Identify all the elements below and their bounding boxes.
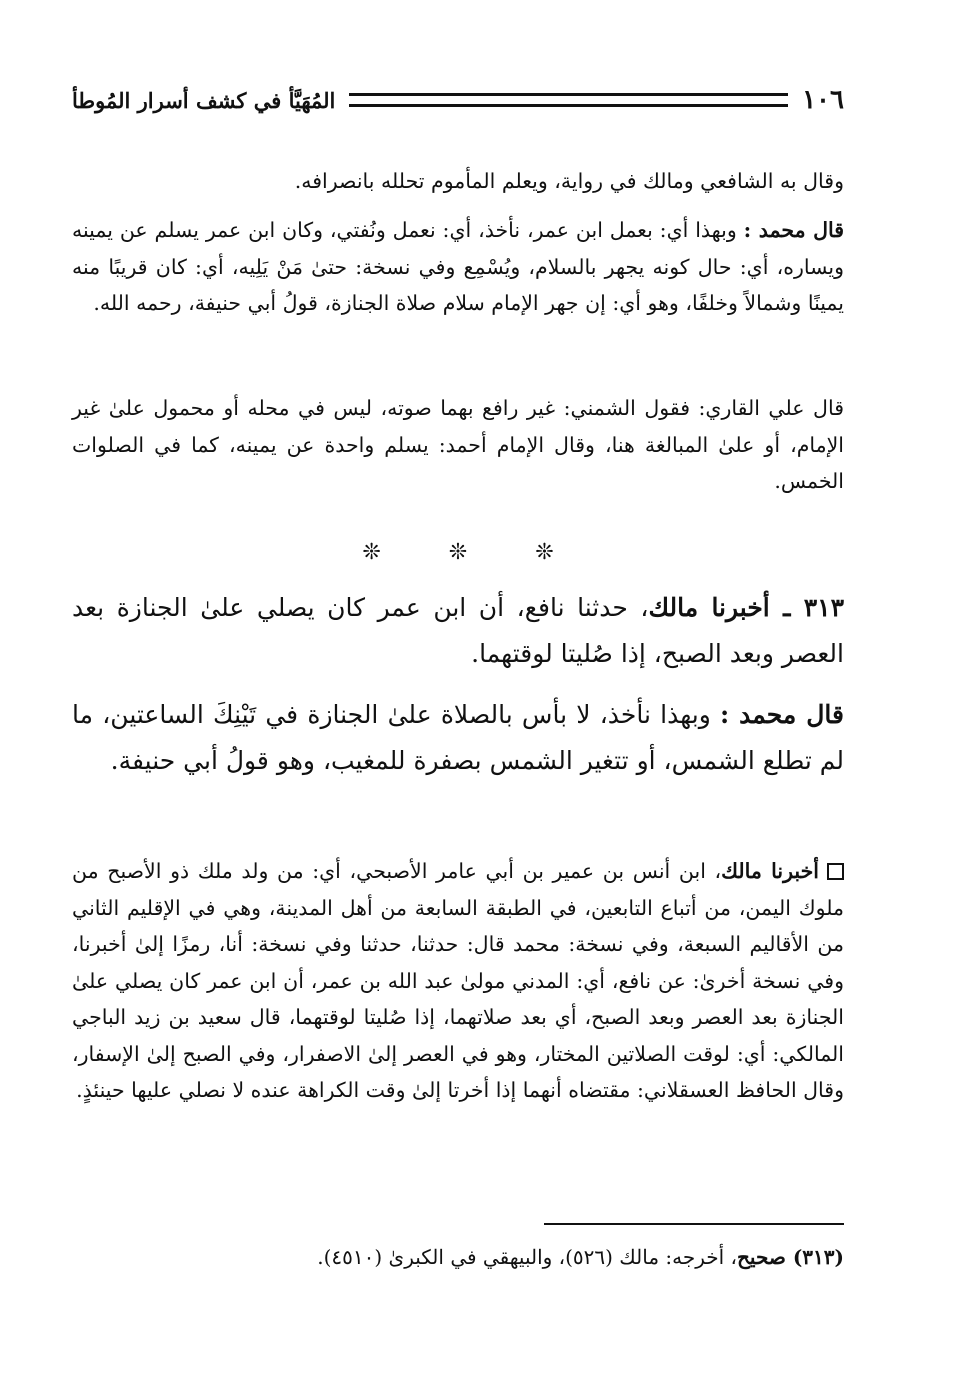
ruling-text: وبهذا نأخذ، لا بأس بالصلاة علىٰ الجنازة في تَيْنِكَ الساعتين، ما لم تطلع الشمس، أو تتغير الشمس بصفرة للمغيب، وهو قولُ أبي حنيفة. [72,700,844,775]
book-title: المُهَيَّأ في كشف أسرار المُوطأ [72,87,336,113]
section-separator [72,540,844,565]
separator-star: ❊ [535,540,554,565]
commentary-text: ، ابن أنس بن عمير بن أبي عامر الأصبحي، أي: من ولد ملك ذو الأصبح من ملوك اليمن، من أتباع التابعين، في الطبقة السابعة من أهل المدينة، وهي في الإقليم الثاني من الأقاليم السبعة، وفي نسخة: محمد قال: حدثنا، حدثنا وفي نسخة: أنا، رمزًا إلىٰ أخبرنا، وفي نسخة أخرىٰ: عن نافع، أي: المدني مولىٰ عبد الله بن عمر، أن ابن عمر كان يصلي علىٰ الجنازة بعد العصر وبعد الصبح، أي بعد صلاتهما، إذا صُليتا لوقتهما، قال سعيد بن زيد الباجي المالكي: أي: لوقت الصلاتين المختار، وهو في العصر إلىٰ الاصفرار، وفي الصبح إلىٰ الإسفار، وقال الحافظ العسقلاني: مقتضاه أنهما إذا أخرتا إلىٰ وقت الكراهة عنده لا نصلي عليها حينئذٍ. [72,859,844,1102]
square-marker-icon [827,863,844,880]
paragraph-1: وقال به الشافعي ومالك في رواية، ويعلم المأموم تحلله بانصرافه. [294,169,844,193]
footnote-number: (٣١٣) [792,1245,844,1269]
paragraph-2 [72,212,844,322]
paragraph-3: قال علي القاري: فقول الشمني: غير رافع بهما صوته، ليس في محله أو محمول علىٰ غير الإمام، أو علىٰ المبالغة هنا، وقال الإمام أحمد: يسلم واحدة عن يمينه، كما في الصلوات الخمس. [72,396,844,493]
commentary-block-2 [72,212,844,322]
footnote-rule [544,1223,844,1225]
header-rule [349,93,788,107]
commentary-paragraph [72,853,844,1109]
separator-star: ❊ [362,540,381,565]
page [72,70,844,1310]
hadith-text: ، حدثنا نافع، أن ابن عمر كان يصلي علىٰ الجنازة بعد العصر وبعد الصبح، إذا صُليتا لوقتهما. [72,593,844,668]
hadith-313 [72,585,844,677]
running-header [72,80,844,120]
separator-star: ❊ [448,540,468,565]
ruling-lead: قال محمد : [719,700,844,729]
footnote [72,1240,844,1274]
hadith-block [72,585,844,677]
footnote-grade: صحيح [737,1245,793,1269]
commentary-block-1 [72,163,844,200]
commentary-lead: أخبرنا مالك [721,859,819,883]
hadith-lead: أخبرنا مالك [648,593,784,622]
commentary-block-3 [72,390,844,500]
paragraph-2-lead: قال محمد : [743,218,845,242]
page-number: ١٠٦ [802,85,844,115]
commentary-block-4 [72,853,844,1109]
paragraph-2-text: وبهذا أي: بعمل ابن عمر، نأخذ، أي: نعمل ونُفتي، وكان ابن عمر يسلم عن يمينه ويساره، أي: حال كونه يجهر بالسلام، ويُسْمِع وفي نسخة: حتىٰ مَنْ يَلِيه، أي: كان قريبًا منه يمينًا وشمالاً وخلفًا، وهو أي: إن جهر الإمام سلام صلاة الجنازة، قولُ أبي حنيفة، رحمه الله. [72,218,844,315]
ruling-block [72,692,844,784]
ruling-paragraph [72,692,844,784]
hadith-number: ٣١٣ ـ [783,593,845,622]
footnote-text: ، أخرجه: مالك (٥٢٦)، والبيهقي في الكبرىٰ (٤٥١٠). [317,1245,738,1269]
